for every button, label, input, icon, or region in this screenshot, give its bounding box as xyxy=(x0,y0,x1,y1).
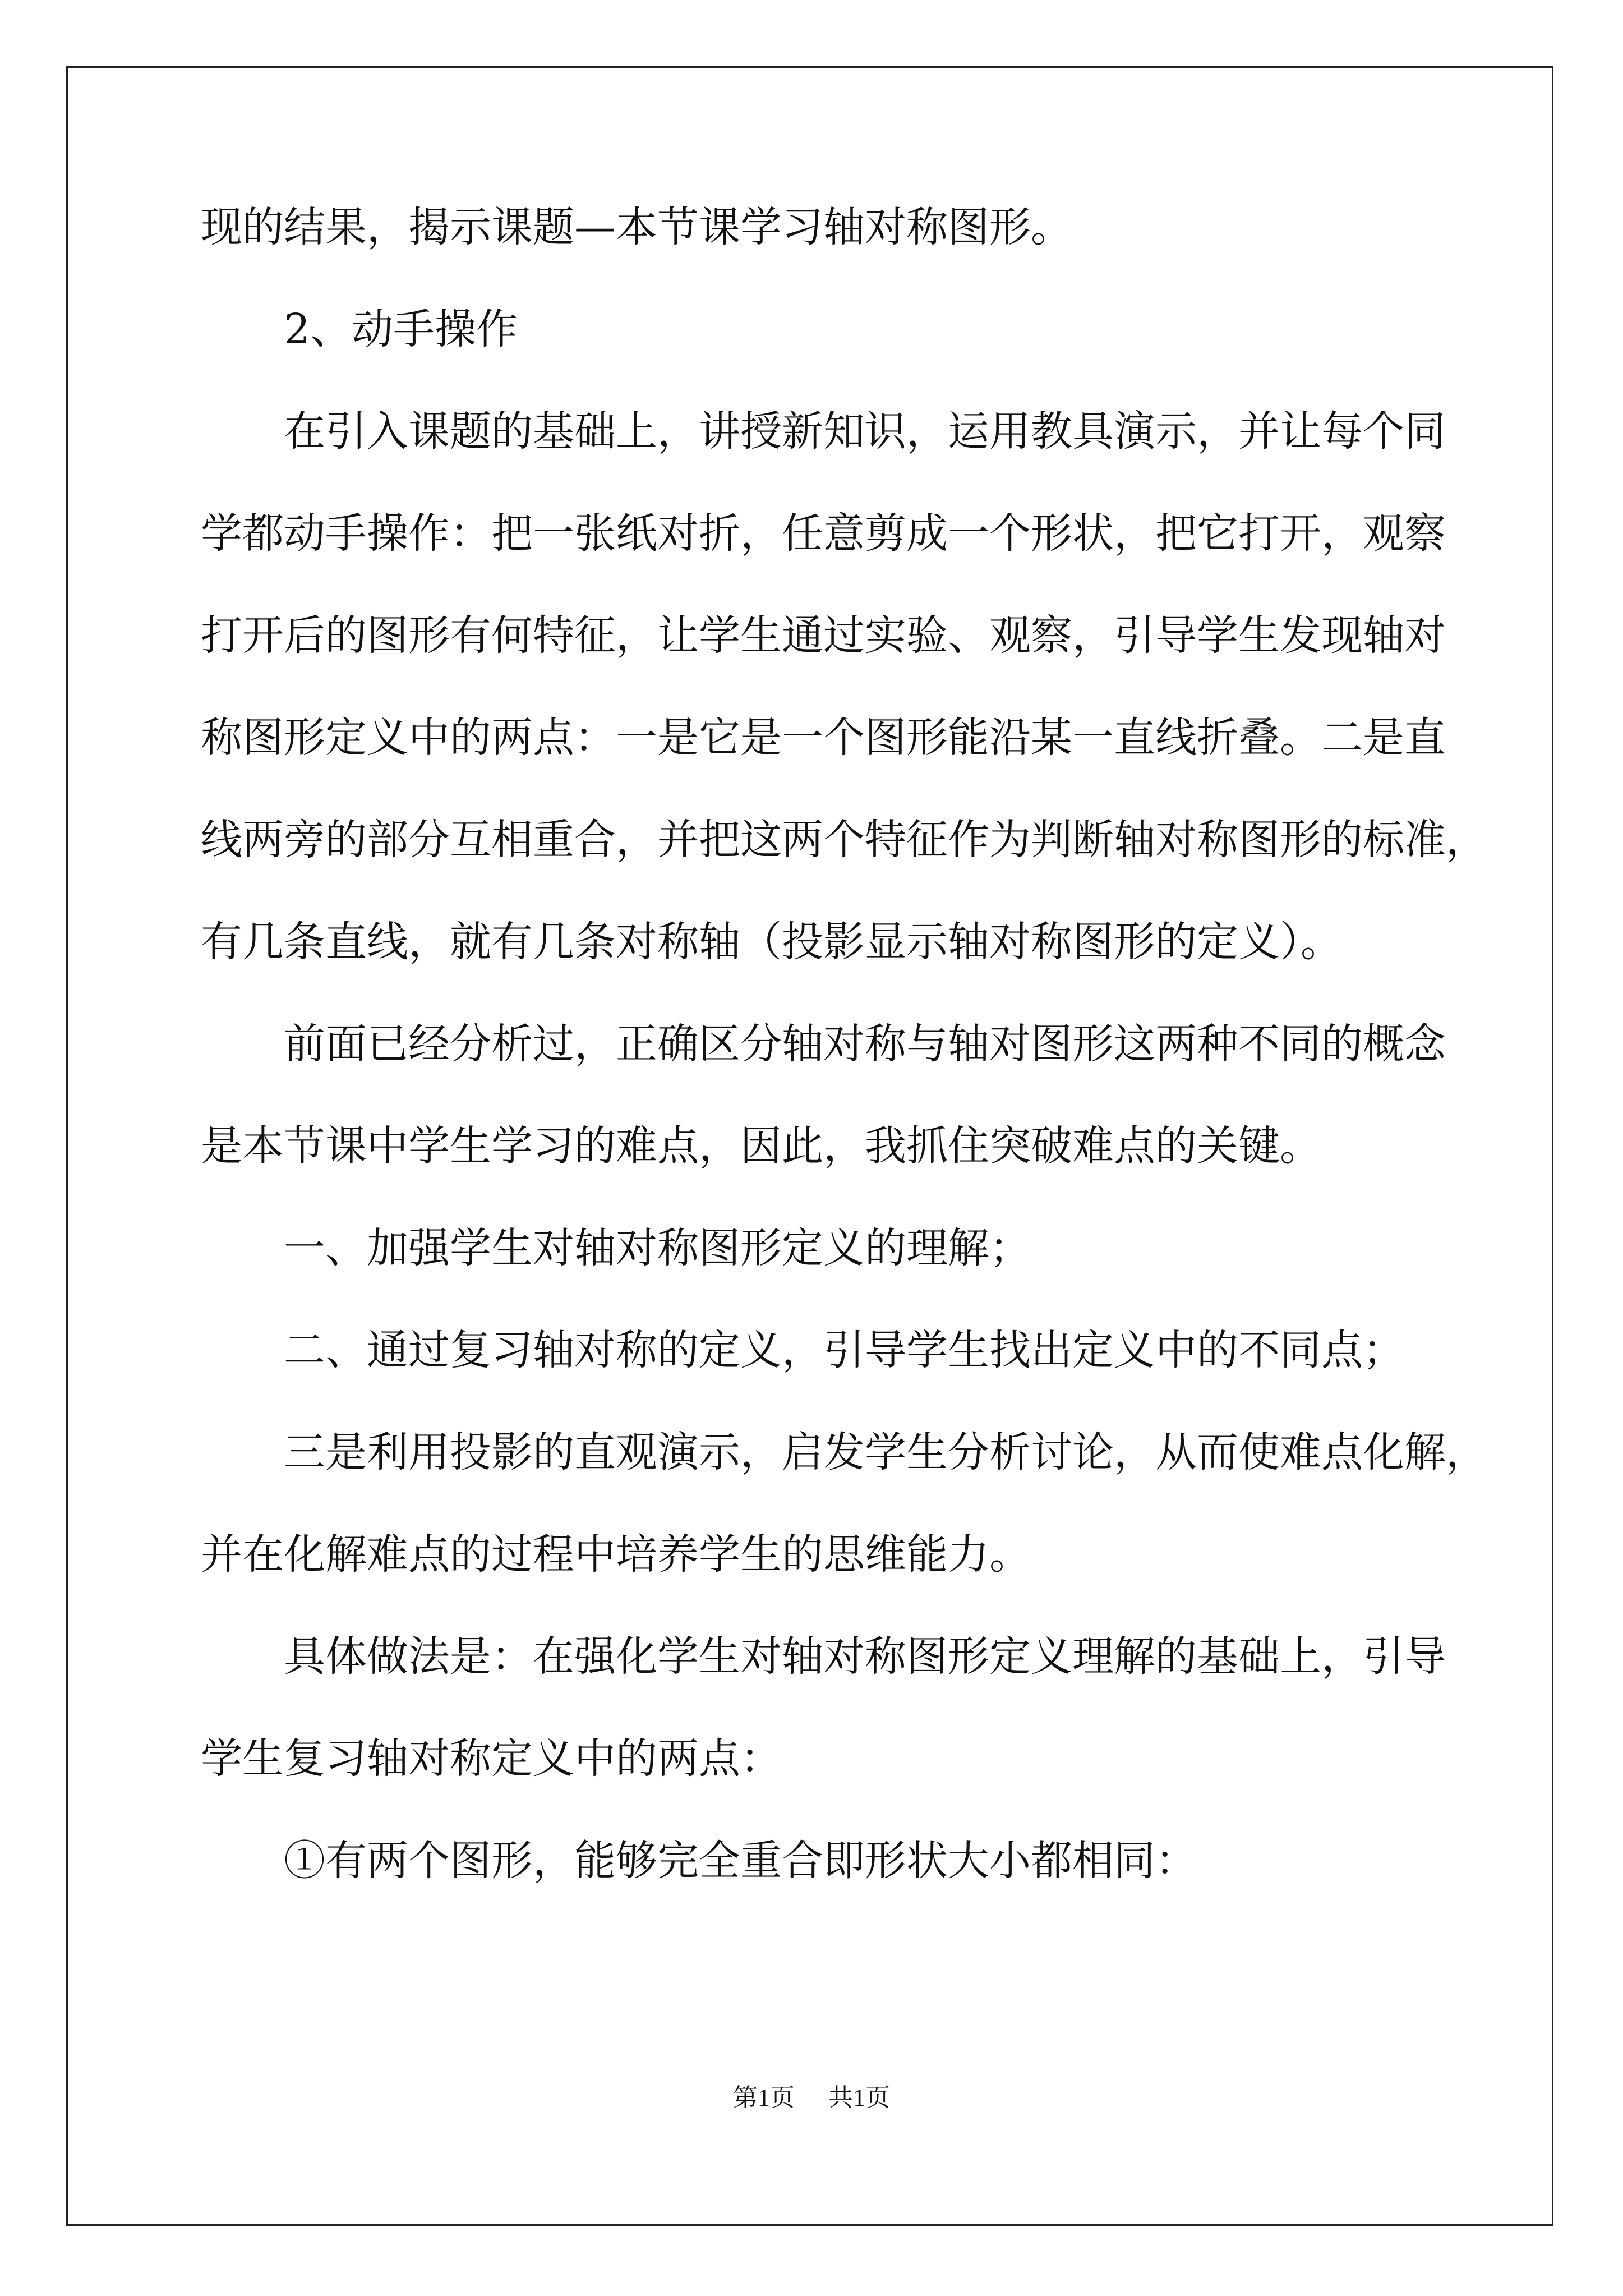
text-line: 现的结果，揭示课题—本节课学习轴对称图形。 xyxy=(201,203,1072,251)
page-footer xyxy=(0,2082,1623,2114)
text-line: 具体做法是：在强化学生对轴对称图形定义理解的基础上，引导 xyxy=(284,1632,1446,1681)
list-item: ①有两个图形，能够完全重合即形状大小都相同： xyxy=(284,1837,1197,1885)
text-line: 在引入课题的基础上，讲授新知识，运用教具演示，并让每个同 xyxy=(284,407,1446,455)
page-number: 第1页 xyxy=(733,2084,795,2111)
text-line: 学生复习轴对称定义中的两点： xyxy=(201,1734,782,1783)
list-item: 二、通过复习轴对称的定义，引导学生找出定义中的不同点； xyxy=(284,1326,1404,1374)
text-line: 学都动手操作：把一张纸对折，任意剪成一个形状，把它打开，观察 xyxy=(201,509,1446,558)
text-line: 称图形定义中的两点：一是它是一个图形能沿某一直线折叠。二是直 xyxy=(201,714,1446,762)
page-total: 共1页 xyxy=(828,2084,890,2111)
section-heading: 2、动手操作 xyxy=(284,305,518,353)
text-line: 是本节课中学生学习的难点，因此，我抓住突破难点的关键。 xyxy=(201,1122,1321,1170)
list-item: 三是利用投影的直观演示，启发学生分析讨论，从而使难点化解， xyxy=(284,1428,1487,1476)
text-line: 线两旁的部分互相重合，并把这两个特征作为判断轴对称图形的标准， xyxy=(201,816,1487,864)
text-line: 前面已经分析过，正确区分轴对称与轴对图形这两种不同的概念 xyxy=(284,1020,1446,1068)
list-item: 一、加强学生对轴对称图形定义的理解； xyxy=(284,1224,1031,1272)
text-line: 有几条直线，就有几条对称轴（投影显示轴对称图形的定义）。 xyxy=(201,918,1342,966)
text-line: 打开后的图形有何特征，让学生通过实验、观察，引导学生发现轴对 xyxy=(201,611,1446,660)
text-line: 并在化解难点的过程中培养学生的思维能力。 xyxy=(201,1530,1031,1579)
